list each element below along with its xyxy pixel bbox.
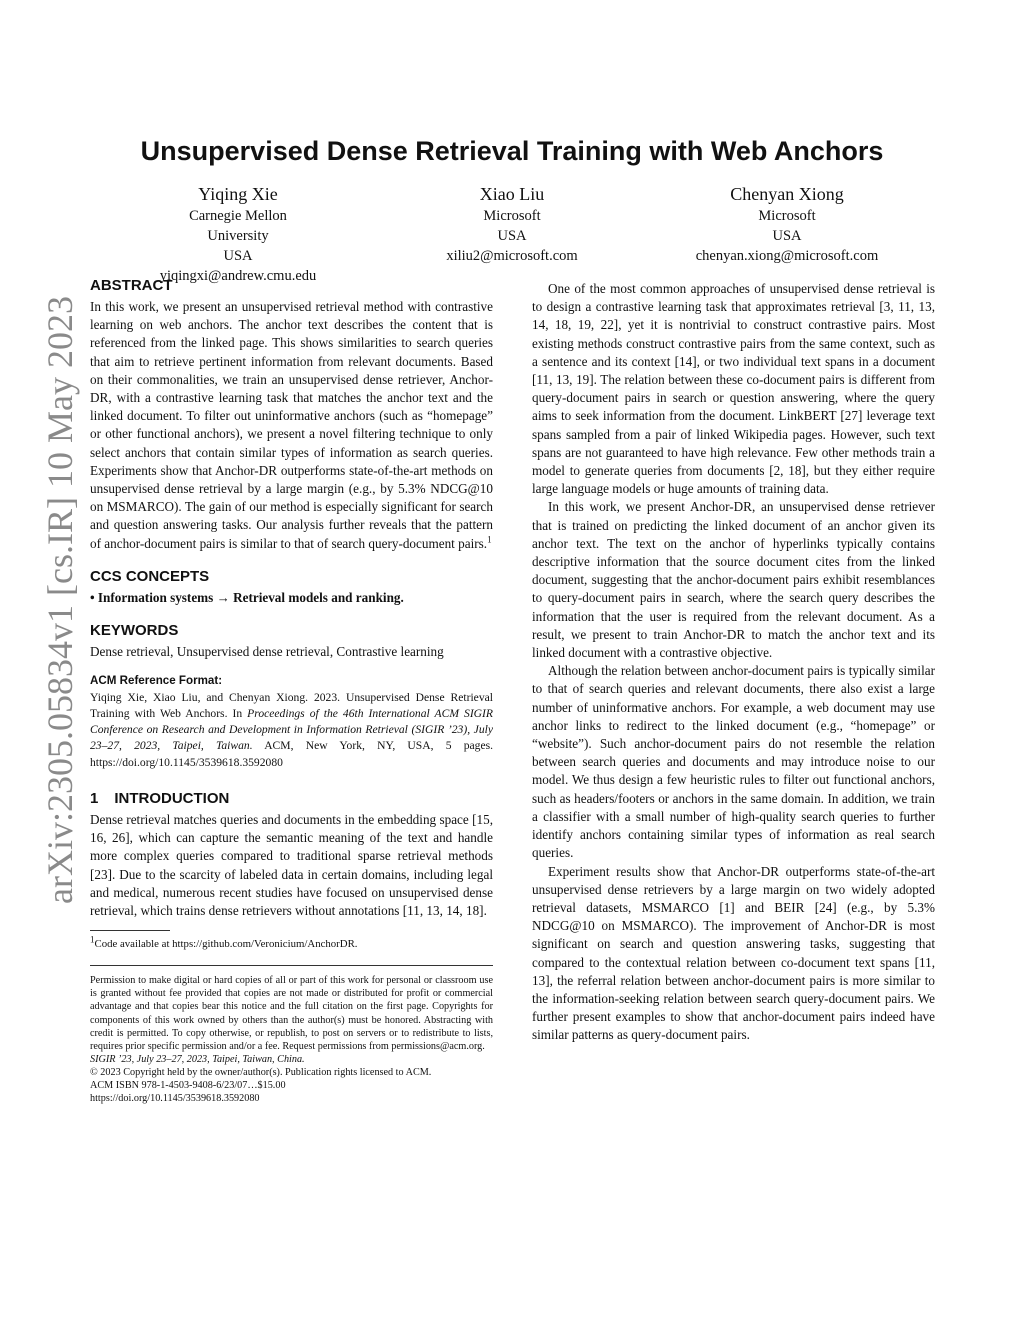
permission-divider bbox=[90, 965, 493, 966]
footnote-divider bbox=[90, 930, 170, 931]
author-affiliation: Microsoft bbox=[758, 208, 816, 224]
permission-block bbox=[90, 974, 493, 1105]
abstract-body: In this work, we present an unsupervised retrieval method with contrastive learning on web anchors. The anchor text describes the content that is referenced from the linked page. This shows similarities to search queries that aim to retrieve pertinent information from relevant documents. Based on their commonalities, we train an unsupervised dense retriever, Anchor-DR, with a contrastive learning task that matches the anchor text and the linked document. To filter out uninformative anchors (such as “homepage” or other functional anchors), we present a novel filtering technique to only select anchors that contain similar types of information as search queries. Experiments show that Anchor-DR outperforms state-of-the-art methods on unsupervised dense retrieval by a large margin (e.g., by 5.3% NDCG@10 on MSMARCO). The gain of our method is especially significant for search and question answering tasks. Our analysis further reveals that the pattern of anchor-document pairs is similar to that of search query-document pairs. bbox=[90, 299, 493, 551]
introduction-heading bbox=[90, 789, 493, 809]
author-country: USA bbox=[223, 248, 253, 264]
keywords-heading: KEYWORDS bbox=[90, 622, 179, 640]
introduction-paragraph-3: In this work, we present Anchor-DR, an unsupervised dense retriever that is trained on predicting the linked document of an anchor given its anchor text. The text on the anchor of hyperlinks typically contains descriptive information that the source document cites from the linked document, suggesting that the anchor-document pairs exhibit resemblances to query-document pairs in search, where the search query describes the information that the user is required from the relevant document. As a result, we present to train Anchor-DR to match the anchor text and its linked document with a contrastive objective. bbox=[532, 499, 935, 661]
copyright-line: © 2023 Copyright held by the owner/author(s). Publication rights licensed to ACM. bbox=[90, 1066, 432, 1078]
footnote bbox=[90, 934, 493, 951]
author-name: Yiqing Xie bbox=[198, 184, 278, 204]
ccs-heading: CCS CONCEPTS bbox=[90, 567, 210, 585]
author-email: chenyan.xiong@microsoft.com bbox=[695, 248, 879, 264]
keywords-text: Dense retrieval, Unsupervised dense retrieval, Contrastive learning bbox=[90, 644, 444, 660]
right-column bbox=[532, 280, 935, 1045]
arxiv-identifier-stamp: arXiv:2305.05834v1 [cs.IR] 10 May 2023 bbox=[40, 296, 80, 904]
permission-text: Permission to make digital or hard copies of all or part of this work for personal or classroom use is granted without fee provided that copies are not made or distributed for profit or commercial advantage and that copies bear this notice and the full citation on the first page. Copyrights for components of this work owned by others than the author(s) must be honored. Abstracting with credit is permitted. To copy otherwise, or republish, to post on servers or to redistribute to lists, requires prior specific permission and/or a fee. Request permissions from permissions@acm.org. bbox=[90, 975, 493, 1052]
acm-reference-format bbox=[90, 673, 493, 771]
author-block-3 bbox=[662, 182, 912, 266]
ccs-text: • Information systems → Retrieval models and ranking. bbox=[90, 589, 404, 605]
footnote-text: Code available at https://github.com/Veronicium/AnchorDR. bbox=[94, 938, 358, 951]
paper-title: Unsupervised Dense Retrieval Training with Web Anchors bbox=[140, 136, 884, 166]
introduction-paragraph-2: One of the most common approaches of unsupervised dense retrieval is to design a contrastive learning task that approximates retrieval [3, 11, 13, 14, 18, 19, 22], yet it is nontrivial to construct contrastive pairs. Most existing methods construct contrastive pairs from the same context, such as a sentence and its context [14], or two individual text spans in a document [11, 13, 19]. The relation between these co-document pairs is different from query-document pairs in search or question answering, where the query aims to seek information from the document. LinkBERT [27] leverage text spans sampled from a pair of linked Wikipedia pages. However, such text spans are not guaranteed to have high relevance. Few other methods train a model to generate queries from documents [2, 18], but they either require large language models or huge amounts of training data. bbox=[532, 281, 935, 497]
author-country: USA bbox=[497, 228, 527, 244]
introduction-paragraph-5: Experiment results show that Anchor-DR outperforms state-of-the-art unsupervised dense retrievers by a large margin on two widely adopted retrieval datasets, MSMARCO [1] and BEIR [24] (e.g., by 5.3% NDCG@10 on MSMARCO). The improvement of Anchor-DR is most significant on search and question answering tasks, suggesting that compared to the contextual relation between co-document text spans [11, 13], the referral relation between anchor-document pairs is more similar to the information-seeking relation between search query-document pairs. We further present examples to show that anchor-document pairs indeed have similar patterns as query-document pairs. bbox=[532, 863, 935, 1043]
introduction-paragraph-4: Although the relation between anchor-document pairs is typically similar to that of search queries and relevant documents, there also exist a large number of uninformative anchors. For example, a web document may use anchor links to redirect to the linked document (e.g., “homepage” or “website”). Such anchor-document pairs do not resemble the relation between search queries and documents and may introduce noise to our model. We thus design a few heuristic rules to filter out functional anchors, such as headers/footers or anchors in the same domain. In addition, we train a classifier with a small number of high-quality search queries to further identify anchors containing similar types of information as real search queries. bbox=[532, 663, 935, 861]
abstract-heading: ABSTRACT bbox=[90, 277, 173, 294]
author-affiliation: Microsoft bbox=[483, 208, 541, 224]
introduction-paragraph-1: Dense retrieval matches queries and documents in the embedding space [15, 16, 26], which can capture the semantic meaning of the text and handle more complex queries compared to traditional sparse retrieval methods [23]. Due to the scarcity of labeled data in certain domains, including legal and medical, numerous recent studies have focused on unsupervised dense retrieval, which trains dense retrievers without annotations [11, 13, 14, 18]. bbox=[90, 812, 493, 919]
acm-reference-plain: Yiqing Xie, Xiao Liu, and Chenyan Xiong. 2023. Unsupervised Dense Retrieval Training with Web Anchors. In bbox=[90, 690, 493, 720]
author-email: xiliu2@microsoft.com bbox=[446, 248, 578, 264]
section-title: INTRODUCTION bbox=[114, 790, 230, 808]
isbn-line: ACM ISBN 978-1-4503-9408-6/23/07…$15.00 bbox=[90, 1080, 286, 1091]
author-name: Chenyan Xiong bbox=[730, 184, 844, 204]
author-affiliation: Carnegie Mellon University bbox=[189, 208, 287, 244]
author-name: Xiao Liu bbox=[479, 184, 545, 204]
author-block-2 bbox=[412, 182, 612, 266]
abstract-text bbox=[90, 298, 493, 553]
acm-reference-text bbox=[90, 690, 493, 771]
footnote-number: 1 bbox=[90, 934, 95, 945]
author-block-1 bbox=[158, 182, 318, 286]
footnote-marker: 1 bbox=[487, 534, 492, 545]
section-number: 1 bbox=[90, 790, 99, 808]
doi-line: https://doi.org/10.1145/3539618.3592080 bbox=[90, 1093, 260, 1105]
acm-reference-tail: ACM, New York, NY, USA, 5 pages. https://doi.org/10.1145/3539618.3592080 bbox=[90, 739, 493, 769]
author-country: USA bbox=[772, 228, 802, 244]
acm-reference-label: ACM Reference Format: bbox=[90, 674, 223, 688]
author-email: yiqingxi@andrew.cmu.edu bbox=[159, 268, 317, 284]
left-column bbox=[90, 276, 493, 1105]
venue-line: SIGIR ’23, July 23–27, 2023, Taipei, Taiwan, China. bbox=[90, 1053, 305, 1065]
acm-reference-proceedings: Proceedings of the 46th International ACM SIGIR Conference on Research and Development in Information Retrieval (SIGIR ’23), July 23–27, 2023, Taipei, Taiwan. bbox=[90, 706, 493, 753]
